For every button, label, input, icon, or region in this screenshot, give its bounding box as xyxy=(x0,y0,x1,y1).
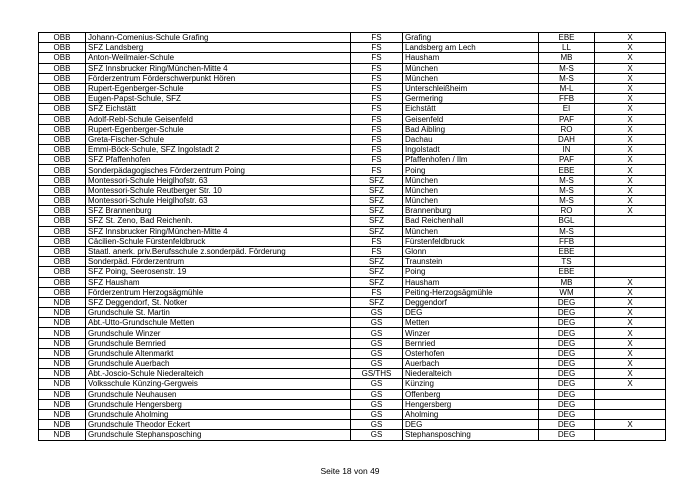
region-cell: NDB xyxy=(39,409,86,419)
school-type-cell: FS xyxy=(351,114,403,124)
region-cell: NDB xyxy=(39,338,86,348)
district-code-cell: IN xyxy=(539,145,595,155)
region-cell: NDB xyxy=(39,389,86,399)
school-name-cell: Rupert-Egenberger-Schule xyxy=(86,83,351,93)
school-name-cell: Abt.-Joscio-Schule Niederalteich xyxy=(86,369,351,379)
school-name-cell: SFZ St. Zeno, Bad Reichenh. xyxy=(86,216,351,226)
city-cell: DEG xyxy=(403,420,539,430)
city-cell: Glonn xyxy=(403,246,539,256)
school-type-cell: FS xyxy=(351,63,403,73)
marker-cell: X xyxy=(595,379,666,389)
school-type-cell: SFZ xyxy=(351,226,403,236)
city-cell: Dachau xyxy=(403,134,539,144)
school-type-cell: GS xyxy=(351,359,403,369)
region-cell: OBB xyxy=(39,124,86,134)
district-code-cell: FFB xyxy=(539,94,595,104)
school-name-cell: Staatl. anerk. priv.Berufsschule z.sonderpäd. Förderung xyxy=(86,246,351,256)
table-row xyxy=(39,145,666,155)
region-cell: OBB xyxy=(39,114,86,124)
district-code-cell: DEG xyxy=(539,297,595,307)
marker-cell xyxy=(595,409,666,419)
table-row xyxy=(39,369,666,379)
city-cell: Metten xyxy=(403,318,539,328)
city-cell: Landsberg am Lech xyxy=(403,43,539,53)
table-row xyxy=(39,104,666,114)
school-name-cell: Grundschule Altenmarkt xyxy=(86,348,351,358)
school-type-cell: GS xyxy=(351,420,403,430)
table-row xyxy=(39,73,666,83)
marker-cell xyxy=(595,389,666,399)
table-row xyxy=(39,420,666,430)
city-cell: Peiting-Herzogsägmühle xyxy=(403,287,539,297)
school-table xyxy=(38,32,666,441)
marker-cell xyxy=(595,246,666,256)
school-type-cell: FS xyxy=(351,246,403,256)
city-cell: München xyxy=(403,226,539,236)
district-code-cell: DEG xyxy=(539,379,595,389)
school-name-cell: Montessori-Schule Reutberger Str. 10 xyxy=(86,185,351,195)
school-type-cell: FS xyxy=(351,33,403,43)
city-cell: Niederalteich xyxy=(403,369,539,379)
marker-cell: X xyxy=(595,297,666,307)
district-code-cell: EBE xyxy=(539,267,595,277)
school-type-cell: SFZ xyxy=(351,175,403,185)
district-code-cell: LL xyxy=(539,43,595,53)
table-row xyxy=(39,83,666,93)
city-cell: München xyxy=(403,196,539,206)
school-name-cell: Grundschule Hengersberg xyxy=(86,399,351,409)
school-name-cell: SFZ Hausham xyxy=(86,277,351,287)
region-cell: OBB xyxy=(39,196,86,206)
region-cell: NDB xyxy=(39,359,86,369)
district-code-cell: DEG xyxy=(539,420,595,430)
district-code-cell: RO xyxy=(539,206,595,216)
city-cell: Germering xyxy=(403,94,539,104)
city-cell: Hengersberg xyxy=(403,399,539,409)
table-row xyxy=(39,155,666,165)
table-row xyxy=(39,175,666,185)
marker-cell: X xyxy=(595,104,666,114)
table-row xyxy=(39,359,666,369)
marker-cell: X xyxy=(595,420,666,430)
school-name-cell: Emmi-Böck-Schule, SFZ Ingolstadt 2 xyxy=(86,145,351,155)
region-cell: NDB xyxy=(39,297,86,307)
school-type-cell: FS xyxy=(351,124,403,134)
city-cell: Fürstenfeldbruck xyxy=(403,236,539,246)
district-code-cell: WM xyxy=(539,287,595,297)
district-code-cell: EBE xyxy=(539,246,595,256)
district-code-cell: M-S xyxy=(539,73,595,83)
city-cell: Hausham xyxy=(403,277,539,287)
district-code-cell: M-S xyxy=(539,175,595,185)
school-name-cell: SFZ Innsbrucker Ring/München-Mitte 4 xyxy=(86,63,351,73)
region-cell: OBB xyxy=(39,287,86,297)
district-code-cell: TS xyxy=(539,257,595,267)
marker-cell: X xyxy=(595,206,666,216)
city-cell: DEG xyxy=(403,308,539,318)
district-code-cell: DEG xyxy=(539,338,595,348)
marker-cell: X xyxy=(595,287,666,297)
city-cell: Bernried xyxy=(403,338,539,348)
region-cell: OBB xyxy=(39,104,86,114)
district-code-cell: DEG xyxy=(539,430,595,440)
marker-cell xyxy=(595,399,666,409)
table-row xyxy=(39,196,666,206)
table-row xyxy=(39,206,666,216)
school-name-cell: SFZ Innsbrucker Ring/München-Mitte 4 xyxy=(86,226,351,236)
school-name-cell: Sonderpädagogisches Förderzentrum Poing xyxy=(86,165,351,175)
marker-cell xyxy=(595,226,666,236)
school-name-cell: Grundschule Neuhausen xyxy=(86,389,351,399)
region-cell: OBB xyxy=(39,267,86,277)
school-type-cell: SFZ xyxy=(351,206,403,216)
table-row xyxy=(39,53,666,63)
table-row xyxy=(39,124,666,134)
school-name-cell: Montessori-Schule Heiglhofstr. 63 xyxy=(86,175,351,185)
table-row xyxy=(39,246,666,256)
school-name-cell: SFZ Brannenburg xyxy=(86,206,351,216)
region-cell: NDB xyxy=(39,308,86,318)
school-type-cell: SFZ xyxy=(351,185,403,195)
district-code-cell: DEG xyxy=(539,399,595,409)
city-cell: Stephansposching xyxy=(403,430,539,440)
table-row xyxy=(39,348,666,358)
city-cell: Bad Reichenhall xyxy=(403,216,539,226)
marker-cell xyxy=(595,267,666,277)
table-row xyxy=(39,236,666,246)
school-type-cell: SFZ xyxy=(351,216,403,226)
marker-cell: X xyxy=(595,43,666,53)
region-cell: NDB xyxy=(39,328,86,338)
school-name-cell: Johann-Comenius-Schule Grafing xyxy=(86,33,351,43)
school-name-cell: Sonderpäd. Förderzentrum xyxy=(86,257,351,267)
school-type-cell: GS xyxy=(351,328,403,338)
school-type-cell: FS xyxy=(351,73,403,83)
district-code-cell: PAF xyxy=(539,155,595,165)
marker-cell: X xyxy=(595,359,666,369)
city-cell: Winzer xyxy=(403,328,539,338)
region-cell: OBB xyxy=(39,257,86,267)
city-cell: Bad Aibling xyxy=(403,124,539,134)
city-cell: Traunstein xyxy=(403,257,539,267)
table-row xyxy=(39,216,666,226)
city-cell: Auerbach xyxy=(403,359,539,369)
school-name-cell: Montessori-Schule Heiglhofstr. 63 xyxy=(86,196,351,206)
school-name-cell: Grundschule Bernried xyxy=(86,338,351,348)
city-cell: Aholming xyxy=(403,409,539,419)
table-row xyxy=(39,43,666,53)
table-row xyxy=(39,185,666,195)
district-code-cell: M-S xyxy=(539,226,595,236)
region-cell: NDB xyxy=(39,399,86,409)
table-row xyxy=(39,114,666,124)
city-cell: Unterschleißheim xyxy=(403,83,539,93)
marker-cell: X xyxy=(595,83,666,93)
school-type-cell: FS xyxy=(351,83,403,93)
city-cell: Brannenburg xyxy=(403,206,539,216)
region-cell: OBB xyxy=(39,134,86,144)
table-row xyxy=(39,63,666,73)
marker-cell: X xyxy=(595,134,666,144)
district-code-cell: MB xyxy=(539,277,595,287)
district-code-cell: PAF xyxy=(539,114,595,124)
marker-cell: X xyxy=(595,328,666,338)
school-name-cell: Eugen-Papst-Schule, SFZ xyxy=(86,94,351,104)
marker-cell: X xyxy=(595,175,666,185)
table-row xyxy=(39,267,666,277)
school-name-cell: Abt.-Utto-Grundschule Metten xyxy=(86,318,351,328)
marker-cell: X xyxy=(595,318,666,328)
school-type-cell: FS xyxy=(351,155,403,165)
region-cell: NDB xyxy=(39,420,86,430)
table-row xyxy=(39,308,666,318)
school-type-cell: GS xyxy=(351,389,403,399)
school-type-cell: FS xyxy=(351,287,403,297)
school-type-cell: FS xyxy=(351,104,403,114)
city-cell: Offenberg xyxy=(403,389,539,399)
district-code-cell: DEG xyxy=(539,409,595,419)
table-row xyxy=(39,318,666,328)
district-code-cell: M-S xyxy=(539,185,595,195)
table-row xyxy=(39,399,666,409)
district-code-cell: DEG xyxy=(539,318,595,328)
table-row xyxy=(39,287,666,297)
city-cell: Pfaffenhofen / Ilm xyxy=(403,155,539,165)
city-cell: München xyxy=(403,175,539,185)
table-row xyxy=(39,338,666,348)
marker-cell xyxy=(595,430,666,440)
school-name-cell: Grundschule Auerbach xyxy=(86,359,351,369)
table-row xyxy=(39,328,666,338)
school-type-cell: GS xyxy=(351,318,403,328)
school-type-cell: GS xyxy=(351,430,403,440)
district-code-cell: M-L xyxy=(539,83,595,93)
school-type-cell: FS xyxy=(351,53,403,63)
school-table-body xyxy=(39,33,666,441)
school-name-cell: Förderzentrum Herzogsägmühle xyxy=(86,287,351,297)
school-type-cell: FS xyxy=(351,165,403,175)
school-type-cell: FS xyxy=(351,236,403,246)
region-cell: OBB xyxy=(39,277,86,287)
region-cell: OBB xyxy=(39,53,86,63)
district-code-cell: DEG xyxy=(539,369,595,379)
school-type-cell: FS xyxy=(351,94,403,104)
district-code-cell: FFB xyxy=(539,236,595,246)
marker-cell: X xyxy=(595,145,666,155)
school-name-cell: Grundschule Stephansposching xyxy=(86,430,351,440)
region-cell: OBB xyxy=(39,63,86,73)
city-cell: Deggendorf xyxy=(403,297,539,307)
school-type-cell: FS xyxy=(351,145,403,155)
school-name-cell: Förderzentrum Förderschwerpunkt Hören xyxy=(86,73,351,83)
city-cell: München xyxy=(403,73,539,83)
district-code-cell: M-S xyxy=(539,63,595,73)
district-code-cell: MB xyxy=(539,53,595,63)
school-name-cell: Rupert-Egenberger-Schule xyxy=(86,124,351,134)
table-row xyxy=(39,379,666,389)
school-type-cell: SFZ xyxy=(351,297,403,307)
table-row xyxy=(39,277,666,287)
region-cell: OBB xyxy=(39,94,86,104)
district-code-cell: M-S xyxy=(539,196,595,206)
school-name-cell: SFZ Pfaffenhofen xyxy=(86,155,351,165)
city-cell: Eichstätt xyxy=(403,104,539,114)
school-type-cell: GS xyxy=(351,348,403,358)
table-row xyxy=(39,226,666,236)
city-cell: München xyxy=(403,185,539,195)
school-name-cell: Volksschule Künzing-Gergweis xyxy=(86,379,351,389)
region-cell: OBB xyxy=(39,83,86,93)
city-cell: Ingolstadt xyxy=(403,145,539,155)
region-cell: OBB xyxy=(39,33,86,43)
marker-cell xyxy=(595,236,666,246)
district-code-cell: EI xyxy=(539,104,595,114)
table-row xyxy=(39,297,666,307)
region-cell: OBB xyxy=(39,226,86,236)
region-cell: OBB xyxy=(39,246,86,256)
marker-cell: X xyxy=(595,348,666,358)
school-type-cell: SFZ xyxy=(351,257,403,267)
city-cell: Geisenfeld xyxy=(403,114,539,124)
marker-cell: X xyxy=(595,338,666,348)
district-code-cell: DEG xyxy=(539,389,595,399)
city-cell: Grafing xyxy=(403,33,539,43)
region-cell: OBB xyxy=(39,73,86,83)
marker-cell: X xyxy=(595,94,666,104)
school-type-cell: SFZ xyxy=(351,267,403,277)
marker-cell: X xyxy=(595,277,666,287)
district-code-cell: DAH xyxy=(539,134,595,144)
region-cell: NDB xyxy=(39,430,86,440)
marker-cell: X xyxy=(595,73,666,83)
school-name-cell: Grundschule Aholming xyxy=(86,409,351,419)
school-name-cell: SFZ Deggendorf, St. Notker xyxy=(86,297,351,307)
marker-cell: X xyxy=(595,369,666,379)
school-name-cell: Grundschule Theodor Eckert xyxy=(86,420,351,430)
marker-cell: X xyxy=(595,308,666,318)
table-row xyxy=(39,165,666,175)
marker-cell: X xyxy=(595,33,666,43)
school-name-cell: Adolf-Rebl-Schule Geisenfeld xyxy=(86,114,351,124)
region-cell: OBB xyxy=(39,206,86,216)
district-code-cell: EBE xyxy=(539,165,595,175)
marker-cell: X xyxy=(595,185,666,195)
region-cell: NDB xyxy=(39,318,86,328)
school-name-cell: SFZ Landsberg xyxy=(86,43,351,53)
marker-cell: X xyxy=(595,114,666,124)
school-name-cell: Grundschule Winzer xyxy=(86,328,351,338)
region-cell: NDB xyxy=(39,369,86,379)
city-cell: München xyxy=(403,63,539,73)
table-row xyxy=(39,33,666,43)
school-type-cell: FS xyxy=(351,43,403,53)
district-code-cell: DEG xyxy=(539,348,595,358)
marker-cell: X xyxy=(595,196,666,206)
region-cell: OBB xyxy=(39,175,86,185)
table-row xyxy=(39,409,666,419)
school-name-cell: Cäcilien-Schule Fürstenfeldbruck xyxy=(86,236,351,246)
region-cell: OBB xyxy=(39,216,86,226)
school-type-cell: GS xyxy=(351,399,403,409)
marker-cell: X xyxy=(595,53,666,63)
region-cell: OBB xyxy=(39,155,86,165)
marker-cell: X xyxy=(595,165,666,175)
marker-cell: X xyxy=(595,124,666,134)
district-code-cell: RO xyxy=(539,124,595,134)
district-code-cell: EBE xyxy=(539,33,595,43)
district-code-cell: DEG xyxy=(539,359,595,369)
school-type-cell: FS xyxy=(351,134,403,144)
table-row xyxy=(39,389,666,399)
region-cell: NDB xyxy=(39,348,86,358)
school-type-cell: SFZ xyxy=(351,277,403,287)
school-name-cell: Anton-Weilmaier-Schule xyxy=(86,53,351,63)
school-type-cell: GS xyxy=(351,308,403,318)
marker-cell: X xyxy=(595,63,666,73)
city-cell: Künzing xyxy=(403,379,539,389)
table-row xyxy=(39,94,666,104)
marker-cell xyxy=(595,257,666,267)
region-cell: OBB xyxy=(39,165,86,175)
school-type-cell: GS xyxy=(351,338,403,348)
city-cell: Poing xyxy=(403,165,539,175)
marker-cell xyxy=(595,216,666,226)
page-number: Seite 18 von 49 xyxy=(320,466,380,476)
school-type-cell: SFZ xyxy=(351,196,403,206)
district-code-cell: DEG xyxy=(539,308,595,318)
region-cell: OBB xyxy=(39,185,86,195)
marker-cell: X xyxy=(595,155,666,165)
region-cell: OBB xyxy=(39,236,86,246)
school-type-cell: GS xyxy=(351,379,403,389)
school-name-cell: SFZ Poing, Seerosenstr. 19 xyxy=(86,267,351,277)
city-cell: Hausham xyxy=(403,53,539,63)
school-name-cell: Greta-Fischer-Schule xyxy=(86,134,351,144)
school-name-cell: Grundschule St. Martin xyxy=(86,308,351,318)
city-cell: Poing xyxy=(403,267,539,277)
region-cell: OBB xyxy=(39,43,86,53)
school-name-cell: SFZ Eichstätt xyxy=(86,104,351,114)
city-cell: Osterhofen xyxy=(403,348,539,358)
district-code-cell: BGL xyxy=(539,216,595,226)
table-row xyxy=(39,257,666,267)
region-cell: OBB xyxy=(39,145,86,155)
district-code-cell: DEG xyxy=(539,328,595,338)
region-cell: NDB xyxy=(39,379,86,389)
table-row xyxy=(39,134,666,144)
school-type-cell: GS/THS xyxy=(351,369,403,379)
school-type-cell: GS xyxy=(351,409,403,419)
table-row xyxy=(39,430,666,440)
